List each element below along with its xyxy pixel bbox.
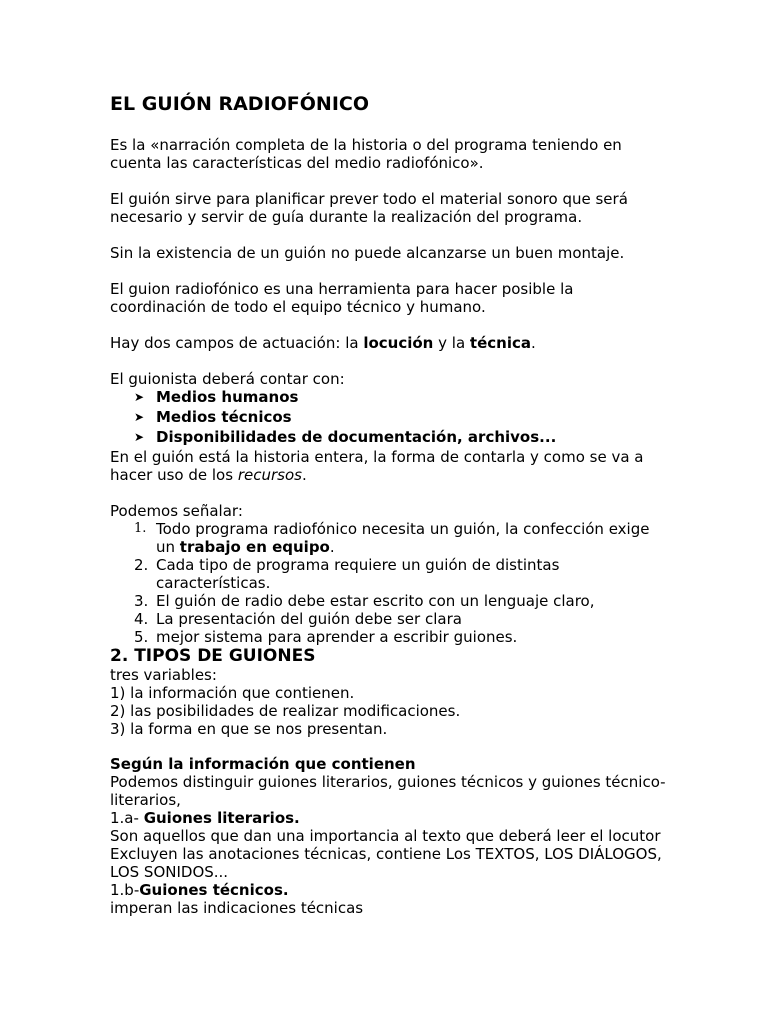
arrow-bullet-icon: ➤ [134,410,145,424]
list-item [134,610,670,628]
list-item [134,520,670,556]
list-item [134,428,670,446]
list-item-text-post: . [329,538,335,556]
list-item-text: Medios humanos [156,388,299,406]
tipos-line: tres variables: [110,666,217,684]
senalar-list [110,520,670,646]
literarios-line: Son aquellos que dan una importancia al texto que deberá leer el locutor [110,827,661,845]
senalar-lead: Podemos señalar: [110,502,243,520]
list-number: 5. [134,628,149,646]
tipos-line: 3) la forma en que se nos presentan. [110,720,388,738]
arrow-bullet-icon: ➤ [134,390,145,404]
campos-text-post: . [531,334,536,352]
list-item [134,388,670,406]
page-title: EL GUIÓN RADIOFÓNICO [110,93,369,115]
arrow-bullet-icon: ➤ [134,430,145,444]
tipos-line: 2) las posibilidades de realizar modificaciones. [110,702,461,720]
campos-paragraph [110,334,670,352]
list-item-text: mejor sistema para aprender a escribir guiones. [156,628,518,646]
literarios-prefix: 1.a- [110,809,144,827]
tecnicos-prefix: 1.b- [110,881,140,899]
campos-text-pre: Hay dos campos de actuación: la [110,334,364,352]
document-body [110,92,670,917]
literarios-title: Guiones literarios. [143,809,300,827]
section-heading-tipos: 2. TIPOS DE GUIONES [110,646,316,666]
list-item-text: Cada tipo de programa requiere un guión de distintas características. [156,556,560,592]
list-item-text-pre: Todo programa radiofónico necesita un guión, la confección exige un [156,520,650,556]
list-number: 2. [134,556,149,574]
list-item-text: Disponibilidades de documentación, archivos... [156,428,557,446]
intro-paragraph-2: El guión sirve para planificar prever todo el material sonoro que será necesario y servir de guía durante la realización del programa. [110,190,628,226]
historia-text-pre: En el guión está la historia entera, la forma de contarla y como se va a hacer uso de los [110,448,644,484]
list-item [134,628,670,646]
intro-paragraph-4: El guion radiofónico es una herramienta para hacer posible la coordinación de todo el equipo técnico y humano. [110,280,574,316]
list-item-text: La presentación del guión debe ser clara [156,610,462,628]
tecnicos-heading [110,881,670,899]
list-number: 4. [134,610,149,628]
campos-locucion: locución [363,334,434,352]
historia-recursos: recursos [237,466,302,484]
list-item-text: El guión de radio debe estar escrito con un lenguaje claro, [156,592,595,610]
historia-paragraph [110,448,670,484]
list-item [134,556,670,592]
tipos-line: 1) la información que contienen. [110,684,355,702]
guionista-list [110,388,670,446]
historia-text-post: . [301,466,307,484]
intro-paragraph-1: Es la «narración completa de la historia o del programa teniendo en cuenta las características del medio radiofónico». [110,136,622,172]
segun-text: Podemos distinguir guiones literarios, guiones técnicos y guiones técnico-literarios, [110,773,666,809]
list-number: 1. [134,521,147,536]
list-item-text: Medios técnicos [156,408,292,426]
list-item [134,592,670,610]
subheading-segun: Según la información que contienen [110,755,416,773]
literarios-line: Excluyen las anotaciones técnicas, contiene Los TEXTOS, LOS DIÁLOGOS, LOS SONIDOS... [110,845,662,881]
campos-tecnica: técnica [469,334,531,352]
list-item [134,408,670,426]
campos-text-mid: y la [433,334,470,352]
tecnicos-line: imperan las indicaciones técnicas [110,899,364,917]
literarios-heading [110,809,670,827]
list-item-bold: trabajo en equipo [179,538,330,556]
tecnicos-title: Guiones técnicos. [139,881,289,899]
guionista-lead: El guionista deberá contar con: [110,370,345,388]
intro-paragraph-3: Sin la existencia de un guión no puede alcanzarse un buen montaje. [110,244,625,262]
list-number: 3. [134,592,149,610]
